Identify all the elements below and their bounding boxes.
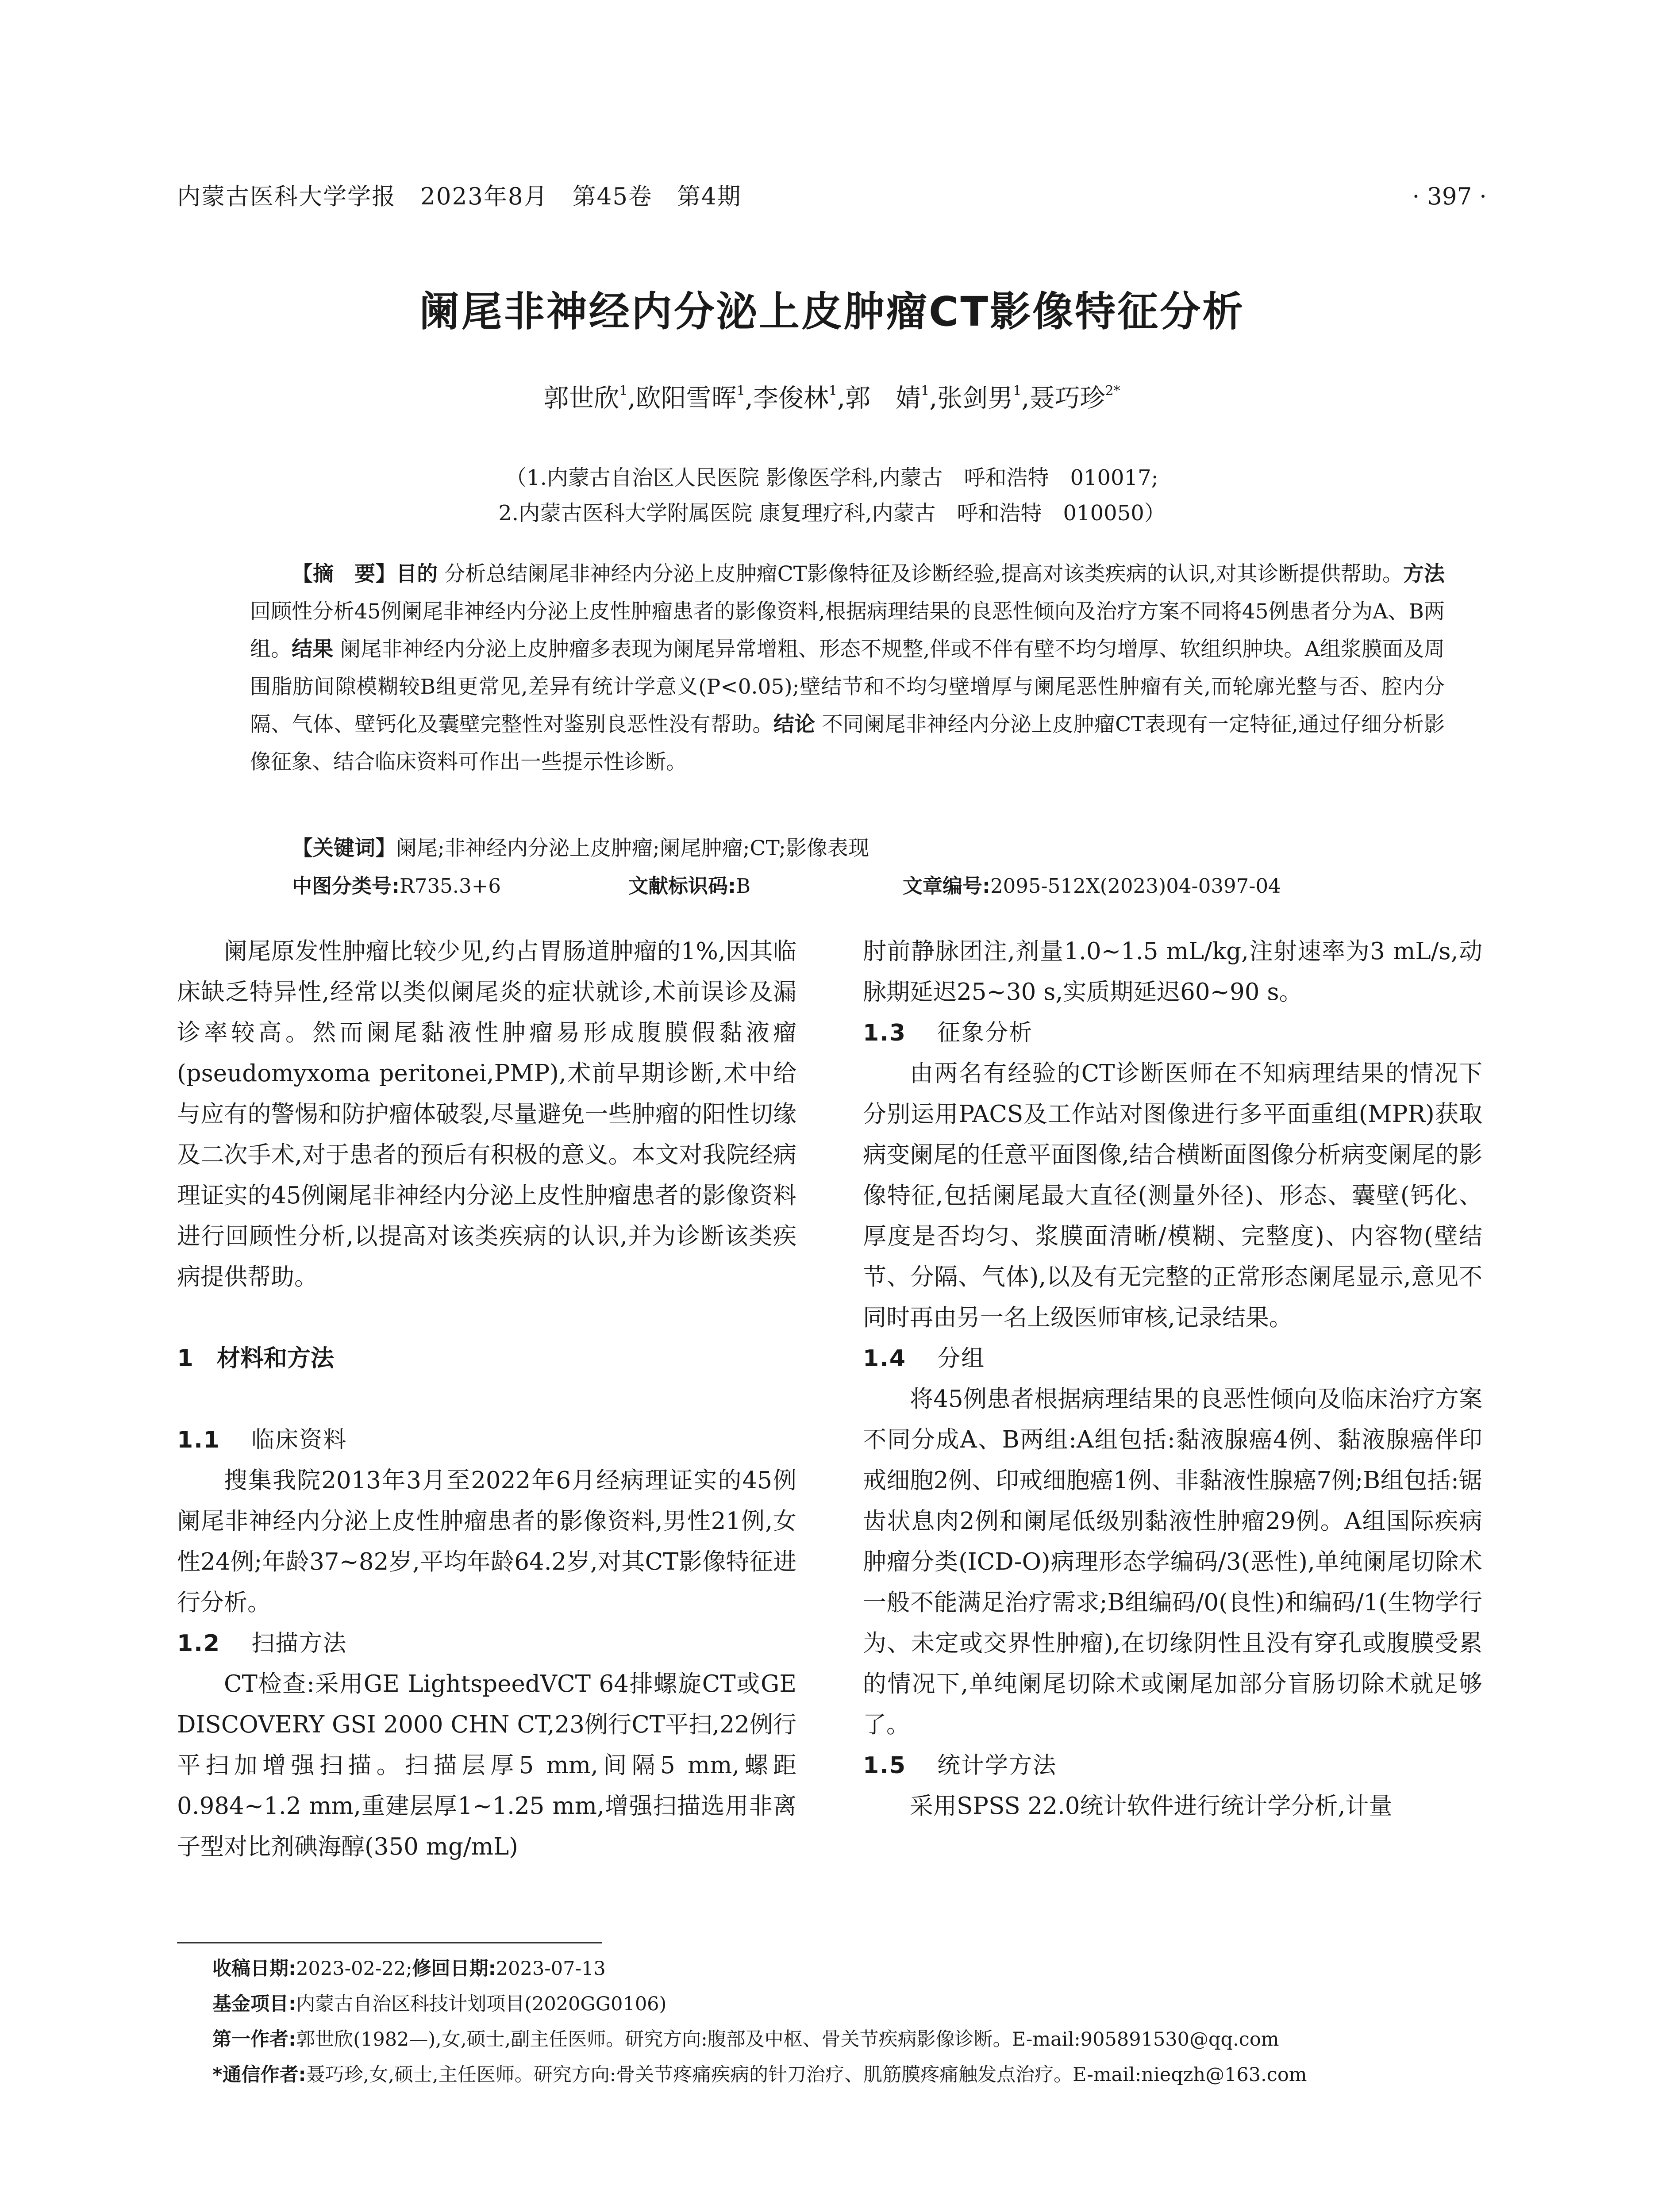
clc-label: 中图分类号: — [292, 874, 400, 898]
revised-date: 2023-07-13 — [496, 1958, 606, 1980]
author-affiliation-mark: 1 — [921, 383, 930, 399]
author-list: 郭世欣$^1$,欧阳雪晖$^1$,李俊林$^1$,郭 婧$^1$,张剑男$^1$,聂巧珍$^{2*}$ — [543, 383, 1120, 413]
author-affiliation-mark: 1 — [736, 383, 745, 399]
abstract-methods: 回顾性分析45例阑尾非神经内分泌上皮性肿瘤患者的影像资料,根据病理结果的良恶性倾向及治疗方案不同将45例患者分为A、B两组。 — [250, 599, 1445, 661]
clc-value: R735.3+6 — [400, 874, 501, 898]
abstract-objective: 分析总结阑尾非神经内分泌上皮肿瘤CT影像特征及诊断经验,提高对该类疾病的认识,对其诊断提供帮助。 — [444, 562, 1403, 586]
body-left-column — [177, 931, 796, 1867]
subsection-heading-1-3 — [863, 1013, 1482, 1053]
author-affiliation-mark: 1 — [1013, 383, 1022, 399]
footnote-dates — [212, 1951, 1540, 1986]
first-author-text: 郭世欣(1982—),女,硕士,副主任医师。研究方向:腹部及中枢、骨关节疾病影像诊断。E-mail:905891530@qq.com — [296, 2028, 1279, 2051]
keywords-label: 【关键词】 — [292, 836, 396, 860]
footnote-fund — [212, 1986, 1540, 2022]
paragraph-clinical-data: 搜集我院2013年3月至2022年6月经病理证实的45例阑尾非神经内分泌上皮性肿瘤患者的影像资料,男性21例,女性24例;年龄37~82岁,平均年龄64.2岁,对其CT影像特征进行分析。 — [177, 1467, 796, 1616]
article-number-value: 2095-512X(2023)04-0397-04 — [990, 874, 1281, 898]
author-affiliation-mark: 1 — [619, 383, 628, 399]
abstract-label: 【摘 要】 — [292, 562, 396, 586]
author-name: 欧阳雪晖 — [635, 384, 737, 413]
abstract — [250, 555, 1445, 781]
author-name: 聂巧珍 — [1029, 384, 1105, 413]
subsection-number: 1.3 — [863, 1020, 907, 1046]
first-author-label: 第一作者: — [212, 2028, 296, 2051]
fund-text: 内蒙古自治区科技计划项目(2020GG0106) — [296, 1993, 667, 2015]
subsection-number: 1.1 — [177, 1427, 221, 1453]
subsection-heading-1-2 — [177, 1623, 796, 1664]
abstract-results: 阑尾非神经内分泌上皮肿瘤多表现为阑尾异常增粗、形态不规整,伴或不伴有壁不均匀增厚、软组织肿块。A组浆膜面及周围脂肪间隙模糊较B组更常见,差异有统计学意义(P<0.05);壁结节和不均匀壁增厚与阑尾恶性肿瘤有关,而轮廓光整与否、腔内分隔、气体、壁钙化及囊壁完整性对鉴别良恶性没有帮助。 — [250, 637, 1445, 737]
doc-code-label: 文献标识码: — [628, 874, 736, 898]
author-name: 李俊林 — [753, 384, 829, 413]
clc-number — [292, 867, 501, 905]
received-label: 收稿日期: — [212, 1958, 296, 1980]
subsection-title: 征象分析 — [937, 1020, 1033, 1046]
subsection-title: 分组 — [937, 1345, 985, 1372]
author-name: 张剑男 — [937, 384, 1013, 413]
paragraph-grouping: 将45例患者根据病理结果的良恶性倾向及临床治疗方案不同分成A、B两组:A组包括:黏液腺癌4例、黏液腺癌伴印戒细胞2例、印戒细胞癌1例、非黏液性腺癌7例;B组包括:锯齿状息肉2例和阑尾低级别黏液性肿瘤29例。A组国际疾病肿瘤分类(ICD-O)病理形态学编码/3(恶性),单纯阑尾切除术一般不能满足治疗需求;B组编码/0(良性)和编码/1(生物学行为、未定或交界性肿瘤),在切缘阴性且没有穿孔或腹膜受累的情况下,单纯阑尾切除术或阑尾加部分盲肠切除术就足够了。 — [863, 1386, 1482, 1738]
subsection-title: 临床资料 — [251, 1427, 347, 1453]
paragraph-statistics: 采用SPSS 22.0统计软件进行统计学分析,计量 — [910, 1793, 1393, 1820]
affiliation-line: （1.内蒙古自治区人民医院 影像医学科,内蒙古 呼和浩特 010017; — [505, 465, 1158, 490]
corresponding-label: *通信作者: — [212, 2064, 306, 2086]
abstract-conclusion: 不同阑尾非神经内分泌上皮肿瘤CT表现有一定特征,通过仔细分析影像征象、结合临床资料可作出一些提示性诊断。 — [250, 712, 1445, 774]
footnote-first-author — [212, 2022, 1540, 2057]
intro-paragraph: 阑尾原发性肿瘤比较少见,约占胃肠道肿瘤的1%,因其临床缺乏特异性,经常以类似阑尾炎的症状就诊,术前误诊及漏诊率较高。然而阑尾黏液性肿瘤易形成腹膜假黏液瘤(pseudomyxoma peritonei,PMP),术前早期诊断,术中给与应有的警惕和防护瘤体破裂,尽量避免一些肿瘤的阳性切缘及二次手术,对于患者的预后有积极的意义。本文对我院经病理证实的45例阑尾非神经内分泌上皮性肿瘤患者的影像资料进行回顾性分析,以提高对该类疾病的认识,并为诊断该类疾病提供帮助。 — [177, 938, 796, 1290]
author-name: 郭 婧 — [845, 384, 921, 413]
subsection-title: 统计学方法 — [937, 1752, 1057, 1779]
page-number: · 397 · — [1412, 183, 1487, 210]
paragraph-sign-analysis: 由两名有经验的CT诊断医师在不知病理结果的情况下分别运用PACS及工作站对图像进行多平面重组(MPR)获取病变阑尾的任意平面图像,结合横断面图像分析病变阑尾的影像特征,包括阑尾最大直径(测量外径)、形态、囊壁(钙化、厚度是否均匀、浆膜面清晰/模糊、完整度)、内容物(壁结节、分隔、气体),以及有无完整的正常形态阑尾显示,意见不同时再由另一名上级医师审核,记录结果。 — [863, 1060, 1482, 1331]
received-date: 2023-02-22; — [296, 1958, 412, 1980]
article-title: 阑尾非神经内分泌上皮肿瘤CT影像特征分析 — [419, 288, 1245, 335]
paragraph-scan-method: CT检查:采用GE LightspeedVCT 64排螺旋CT或GE DISCOVERY GSI 2000 CHN CT,23例行CT平扫,22例行平扫加增强扫描。扫描层厚5 mm,间隔5 mm,螺距0.984~1.2 mm,重建层厚1~1.25 mm,增强扫描选用非离子型对比剂碘海醇(350 mg/mL) — [177, 1671, 796, 1860]
article-number — [903, 867, 1281, 905]
author-name: 郭世欣 — [543, 384, 619, 413]
revised-label: 修回日期: — [412, 1958, 496, 1980]
article-number-label: 文章编号: — [903, 874, 990, 898]
footnotes — [212, 1951, 1540, 2093]
subsection-title: 扫描方法 — [251, 1630, 347, 1657]
paragraph-continued: 肘前静脉团注,剂量1.0~1.5 mL/kg,注射速率为3 mL/s,动脉期延迟25~30 s,实质期延迟60~90 s。 — [863, 938, 1482, 1006]
body-right-column — [863, 931, 1482, 1827]
author-affiliation-mark: 2* — [1105, 383, 1120, 399]
affiliation-line: 2.内蒙古医科大学附属医院 康复理疗科,内蒙古 呼和浩特 010050） — [498, 501, 1166, 526]
journal-info: 内蒙古医科大学学报 2023年8月 第45卷 第4期 — [177, 183, 742, 210]
section-heading-1: 1 材料和方法 — [177, 1345, 334, 1372]
fund-label: 基金项目: — [212, 1993, 296, 2015]
objective-label: 目的 — [396, 562, 438, 586]
doc-code-value: B — [736, 874, 751, 898]
conclusion-label: 结论 — [773, 712, 816, 737]
footnote-corresponding-author — [212, 2057, 1540, 2093]
results-label: 结果 — [292, 637, 334, 661]
document-code — [628, 867, 750, 905]
running-header — [177, 177, 1487, 217]
subsection-number: 1.4 — [863, 1345, 907, 1372]
methods-label: 方法 — [1403, 562, 1445, 586]
subsection-number: 1.5 — [863, 1752, 907, 1779]
subsection-heading-1-4 — [863, 1338, 1482, 1379]
corresponding-text: 聂巧珍,女,硕士,主任医师。研究方向:骨关节疼痛疾病的针刀治疗、肌筋膜疼痛触发点治疗。E-mail:nieqzh@163.com — [306, 2064, 1307, 2086]
subsection-heading-1-5 — [863, 1745, 1482, 1786]
subsection-heading-1-1 — [177, 1420, 796, 1460]
subsection-number: 1.2 — [177, 1630, 221, 1657]
author-affiliation-mark: 1 — [828, 383, 837, 399]
keywords-text: 阑尾;非神经内分泌上皮肿瘤;阑尾肿瘤;CT;影像表现 — [396, 836, 869, 860]
footnote-divider — [177, 1942, 602, 1943]
keywords — [250, 830, 1445, 867]
